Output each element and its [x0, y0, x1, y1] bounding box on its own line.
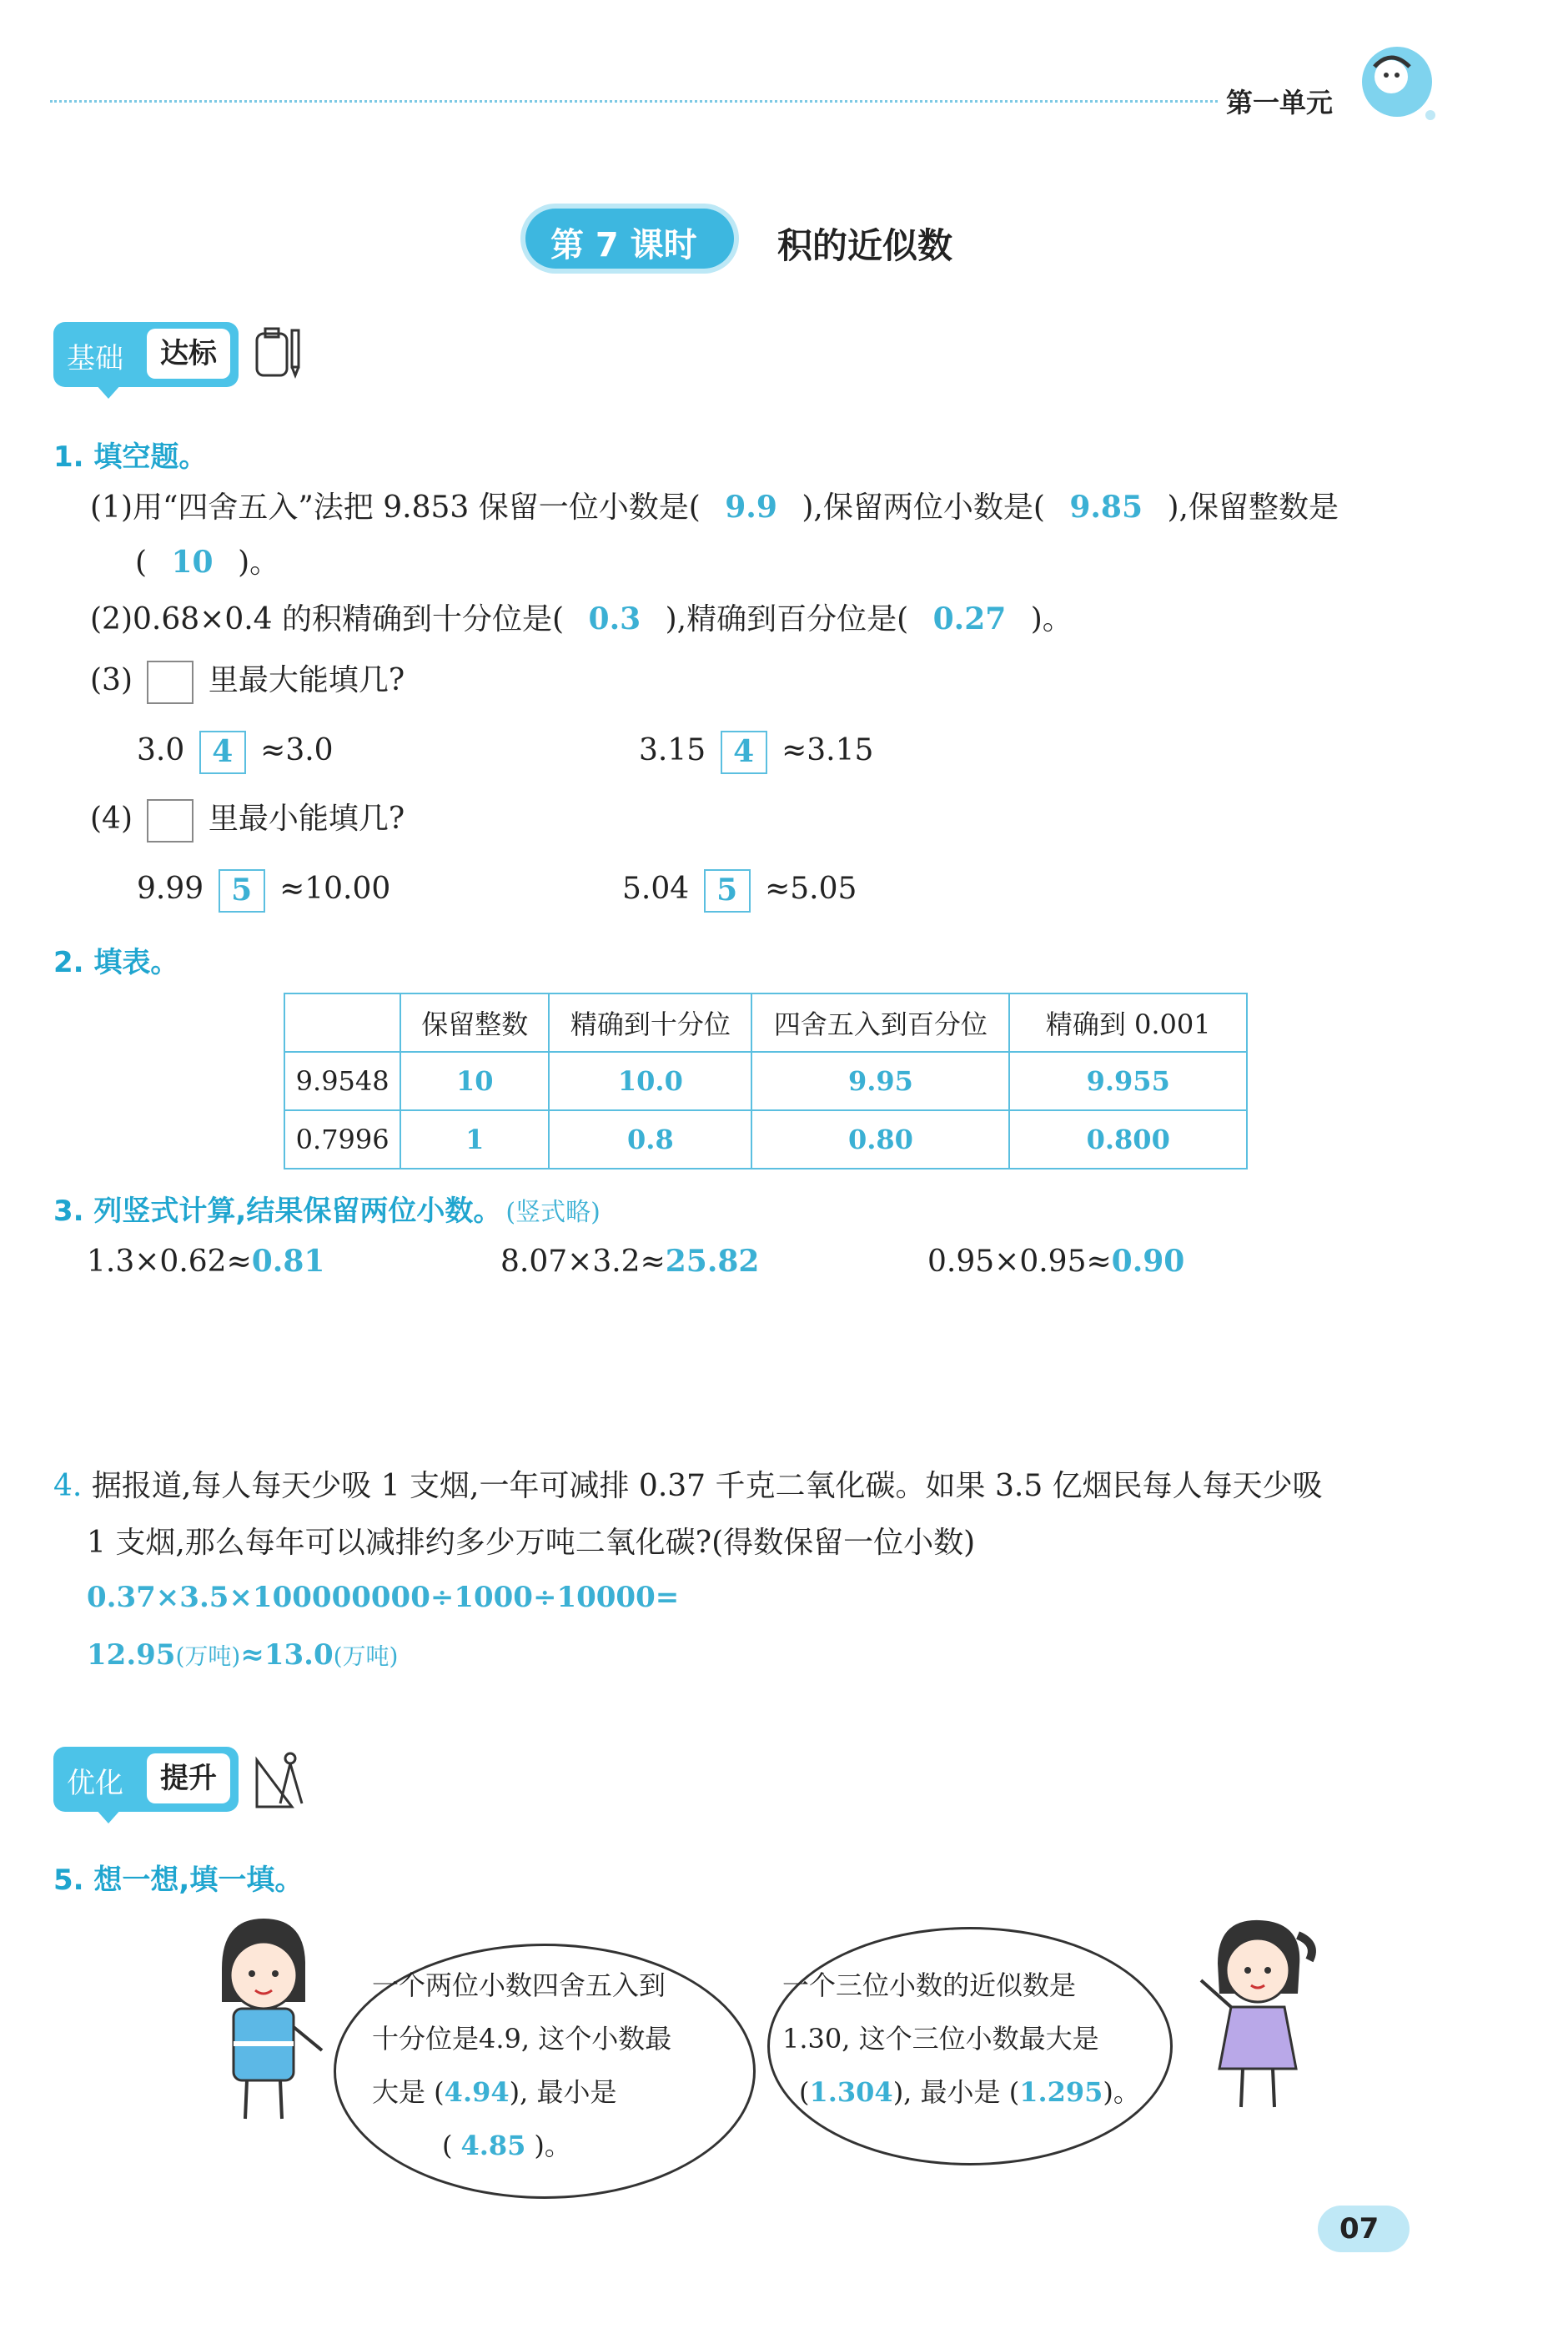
- blank-box: [147, 661, 193, 704]
- clipboard-icon: [250, 324, 309, 385]
- q1-p3-e2-left: 3.15: [639, 733, 706, 767]
- bubble-left-answer2: 4.85: [460, 2130, 526, 2161]
- q3-e3: 0.95×0.95≈: [927, 1245, 1112, 1279]
- bubble-right-text-a: (: [799, 2076, 810, 2108]
- q1-p4-e2-left: 5.04: [622, 872, 690, 906]
- girl-right-illustration: [1184, 1910, 1326, 2130]
- q5-title: 5. 想一想,填一填。: [53, 1864, 304, 1897]
- q3-expr3: [927, 1246, 1184, 1277]
- q1-p3-expr2: [639, 731, 873, 774]
- bubble-right-line3: [799, 2076, 1140, 2108]
- q1-part1-line1: [90, 492, 1339, 523]
- q3-e1: 1.3×0.62≈: [87, 1245, 252, 1279]
- section-advanced-right: 提升: [147, 1753, 230, 1803]
- section-basic-right: 达标: [147, 329, 230, 379]
- bubble-left-text-a: 大是 (: [372, 2076, 445, 2108]
- ruler-compass-icon: [250, 1748, 314, 1815]
- q1-p3-e1-answer: 4: [199, 731, 246, 774]
- table-header-cell: 精确到十分位: [549, 993, 751, 1052]
- q1-p3-expr1: [137, 731, 334, 774]
- q1-p3-e2-right: ≈3.15: [781, 733, 874, 767]
- table-answer-cell: 0.800: [1009, 1110, 1247, 1169]
- q3-a2: 25.82: [665, 1244, 760, 1279]
- q4-answer-value: 12.95: [87, 1638, 176, 1672]
- table-row: [284, 1052, 1247, 1110]
- table-header-cell: 精确到 0.001: [1009, 993, 1247, 1052]
- q1-title: 1. 填空题。: [53, 440, 208, 474]
- q1-p4-text: 里最小能填几?: [208, 802, 405, 836]
- q1-part1-line2: [135, 547, 279, 578]
- bubble-left-text-b: ), 最小是: [509, 2076, 617, 2108]
- q1-p4-e2-right: ≈5.05: [765, 872, 857, 906]
- table-header-cell: 保留整数: [400, 993, 549, 1052]
- q1-p1-text-b: ),保留两位小数是(: [802, 490, 1045, 525]
- bubble-right-answer1: 1.304: [809, 2076, 893, 2108]
- q3-title: 3. 列竖式计算,结果保留两位小数。: [53, 1195, 502, 1228]
- bubble-left-line4: [442, 2132, 571, 2159]
- q3-note: (竖式略): [505, 1198, 601, 1227]
- q1-p4-e1-left: 9.99: [137, 872, 204, 906]
- q1-p1-text-c: ),保留整数是: [1167, 490, 1339, 525]
- q2-title: 2. 填表。: [53, 946, 179, 979]
- q3-a1: 0.81: [251, 1244, 325, 1279]
- table-answer-cell: 0.8: [549, 1110, 751, 1169]
- bubble-left-line1: 一个两位小数四舍五入到: [372, 1969, 666, 2001]
- q1-p2-answer1: 0.3: [588, 601, 641, 636]
- q4-text-line1: 据报道,每人每天少吸 1 支烟,一年可减排 0.37 千克二氧化碳。如果 3.5 亿烟民每人每天少吸: [91, 1469, 1323, 1503]
- q1-p1-answer1: 9.9: [725, 490, 777, 525]
- bubble-left-text-d: )。: [534, 2130, 571, 2161]
- section-advanced-badge: [53, 1747, 239, 1812]
- table-answer-cell: 0.80: [751, 1110, 1009, 1169]
- bubble-right-text-b: ), 最小是 (: [892, 2076, 1020, 2108]
- table-row: [284, 1110, 1247, 1169]
- table-answer-cell: 1: [400, 1110, 549, 1169]
- q1-p2-answer2: 0.27: [932, 601, 1007, 636]
- table-header-cell: 四舍五入到百分位: [751, 993, 1009, 1052]
- section-basic-badge: [53, 322, 239, 387]
- header-rule: [50, 100, 1218, 103]
- q1-p1-text-e: )。: [238, 546, 280, 580]
- bubble-right-text-c: )。: [1103, 2076, 1140, 2108]
- unit-label: 第一单元: [1226, 87, 1334, 118]
- q1-p4-expr1: [137, 869, 390, 913]
- table-cell: 9.9548: [284, 1052, 400, 1110]
- bubble-left-line2: 十分位是4.9, 这个小数最: [372, 2023, 672, 2055]
- q1-p3-e1-left: 3.0: [137, 733, 185, 767]
- blank-box: [147, 799, 193, 843]
- q4-answer-unit2: (万吨): [333, 1642, 399, 1670]
- section-advanced-left: 优化: [67, 1767, 123, 1800]
- q1-part4-prompt: [90, 799, 405, 843]
- q4-number: 4.: [53, 1469, 83, 1503]
- q1-p3-text: 里最大能填几?: [208, 663, 405, 697]
- table-answer-cell: 10.0: [549, 1052, 751, 1110]
- table-header-cell: [284, 993, 400, 1052]
- q1-p3-e1-right: ≈3.0: [260, 733, 334, 767]
- q1-p1-answer2: 9.85: [1069, 490, 1143, 525]
- q4-line1: [53, 1471, 1323, 1501]
- unit-decoration-icon: [1351, 33, 1443, 125]
- bubble-left-text-c: (: [442, 2130, 453, 2161]
- table-cell: 0.7996: [284, 1110, 400, 1169]
- page-number: 07: [1339, 2212, 1380, 2246]
- lesson-title: 积的近似数: [777, 225, 953, 266]
- q2-table: [284, 993, 1248, 1169]
- q1-p4-num: (4): [90, 802, 133, 836]
- q3-expr1: [87, 1246, 324, 1277]
- q1-p2-text-c: )。: [1030, 602, 1073, 636]
- bubble-left-line3: [372, 2076, 617, 2108]
- lesson-badge-text: 第 7 课时: [550, 226, 697, 264]
- q4-answer-line1: 0.37×3.5×100000000÷1000÷10000=: [87, 1581, 680, 1614]
- q1-p1-text-d: (: [135, 546, 148, 580]
- q1-p1-text-a: (1)用“四舍五入”法把 9.853 保留一位小数是(: [90, 490, 701, 525]
- bubble-left-answer1: 4.94: [444, 2076, 510, 2108]
- bubble-right-line1: 一个三位小数的近似数是: [782, 1969, 1077, 2001]
- q1-part2: [90, 601, 1073, 636]
- q4-line2: 1 支烟,那么每年可以减排约多少万吨二氧化碳?(得数保留一位小数): [87, 1526, 976, 1560]
- q3-expr2: [500, 1246, 759, 1277]
- bubble-right-line2: 1.30, 这个三位小数最大是: [782, 2023, 1099, 2055]
- q3-e2: 8.07×3.2≈: [500, 1245, 666, 1279]
- q1-p4-expr2: [622, 869, 857, 913]
- q1-p2-text-a: (2)0.68×0.4 的积精确到十分位是(: [90, 602, 565, 636]
- q1-p4-e1-right: ≈10.00: [279, 872, 391, 906]
- q1-p2-text-b: ),精确到百分位是(: [665, 602, 909, 636]
- q1-p3-num: (3): [90, 663, 133, 697]
- table-answer-cell: 9.955: [1009, 1052, 1247, 1110]
- table-header-row: [284, 993, 1247, 1052]
- q3-title-line: [53, 1188, 601, 1229]
- q1-p1-answer3: 10: [171, 545, 214, 580]
- q1-p3-e2-answer: 4: [721, 731, 767, 774]
- section-basic-left: 基础: [67, 342, 123, 375]
- girl-left-illustration: [197, 1910, 330, 2139]
- q1-p4-e1-answer: 5: [219, 869, 265, 913]
- table-answer-cell: 9.95: [751, 1052, 1009, 1110]
- q1-p4-e2-answer: 5: [704, 869, 751, 913]
- bubble-right-answer2: 1.295: [1019, 2076, 1103, 2108]
- q4-answer-unit: (万吨): [175, 1642, 241, 1670]
- q3-a3: 0.90: [1111, 1244, 1185, 1279]
- q4-answer-rounded: ≈13.0: [240, 1638, 334, 1672]
- table-answer-cell: 10: [400, 1052, 549, 1110]
- q1-part3-prompt: [90, 661, 405, 704]
- q4-answer-line2: [87, 1640, 398, 1670]
